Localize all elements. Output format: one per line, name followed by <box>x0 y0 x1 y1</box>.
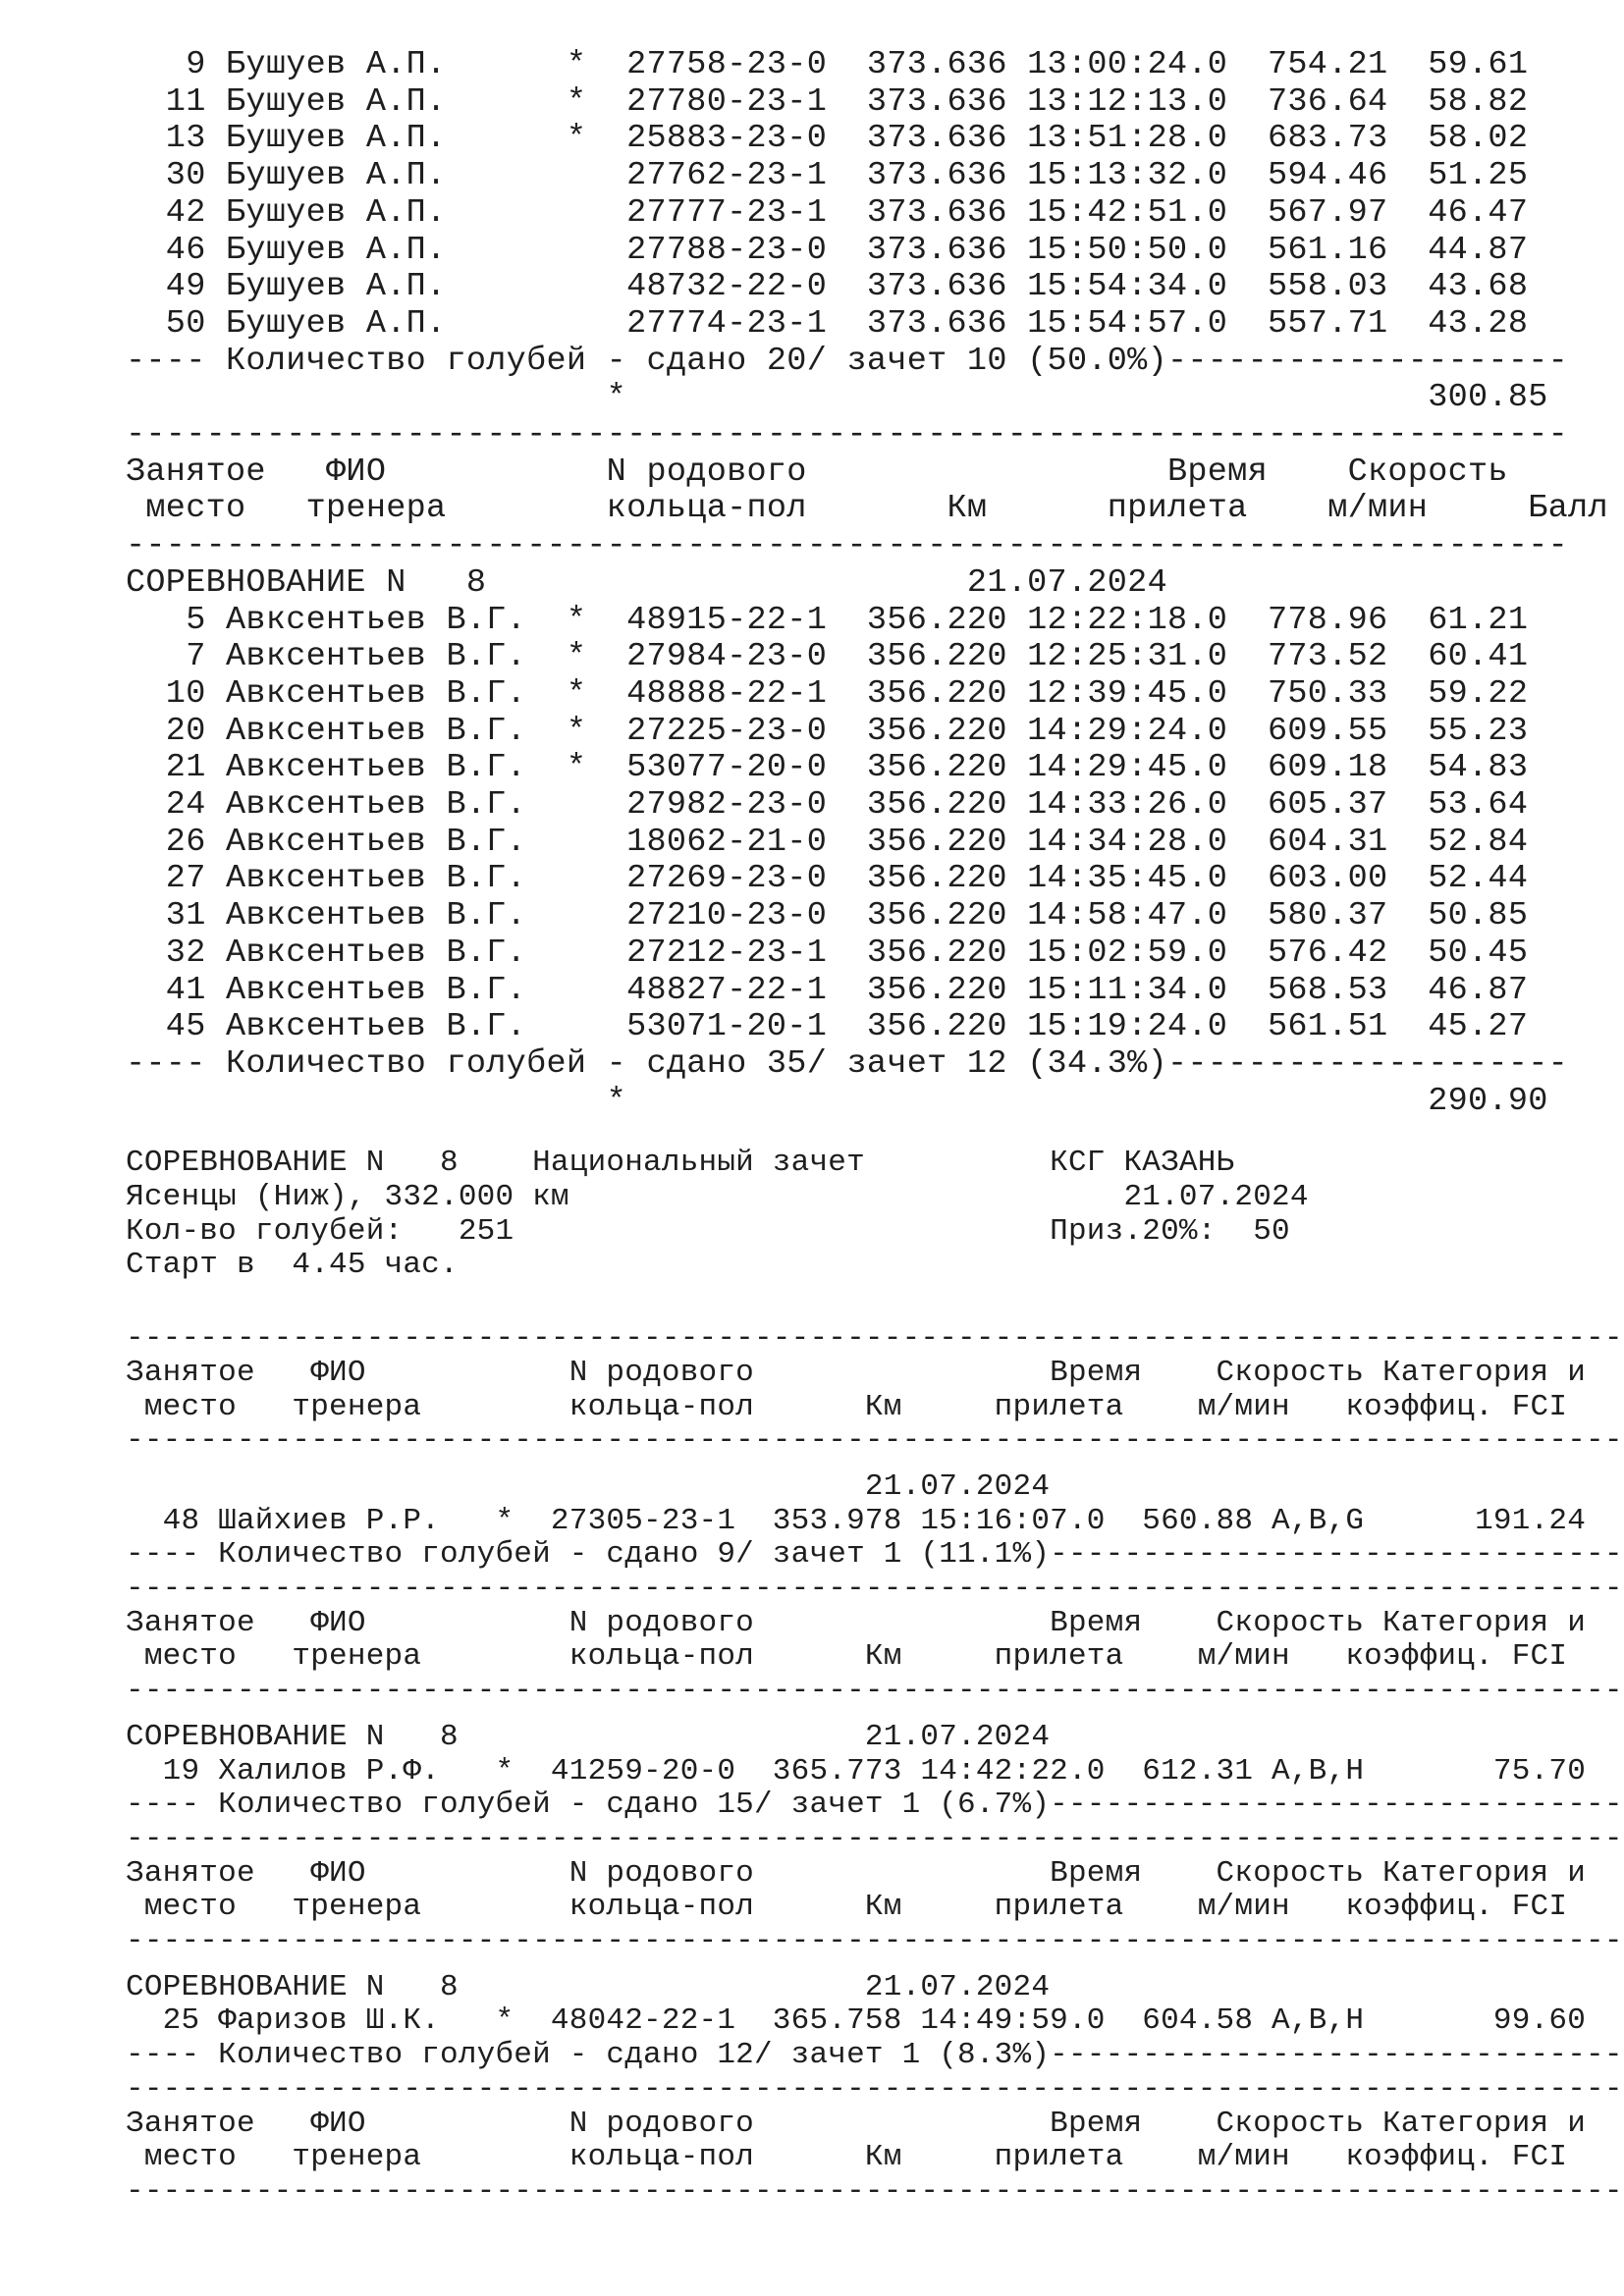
summary-line: ---- Количество голубей - сдано 20/ зачет 10 (50.0%)-------------------- <box>126 342 1569 380</box>
table-row: 27 Авксентьев В.Г. 27269-23-0 356.220 14:35:45.0 603.00 52.44 <box>126 860 1529 898</box>
competition-info: СОРЕВНОВАНИЕ N 8 Национальный зачет КСГ КАЗАНЬ <box>126 1146 1235 1181</box>
divider: ------------------------------------------------------------------------ <box>126 527 1569 565</box>
divider: --------------------------------------------------------------------------------- <box>126 1423 1623 1459</box>
table-row: 10 Авксентьев В.Г. * 48888-22-1 356.220 12:39:45.0 750.33 59.22 <box>126 674 1529 713</box>
section-title: СОРЕВНОВАНИЕ N 8 21.07.2024 <box>126 1719 1051 1754</box>
table-row: 5 Авксентьев В.Г. * 48915-22-1 356.220 12:22:18.0 778.96 61.21 <box>126 601 1529 639</box>
table-row: 41 Авксентьев В.Г. 48827-22-1 356.220 15:11:34.0 568.53 46.87 <box>126 971 1529 1009</box>
divider: --------------------------------------------------------------------------------- <box>126 1924 1623 1958</box>
divider: ------------------------------------------------------------------------ <box>126 416 1569 454</box>
table-row: 30 Бушуев А.П. 27762-23-1 373.636 15:13:32.0 594.46 51.25 <box>126 157 1529 195</box>
table-row: 11 Бушуев А.П. * 27780-23-1 373.636 13:12:13.0 736.64 58.82 <box>126 82 1529 121</box>
divider: --------------------------------------------------------------------------------- <box>126 2071 1623 2107</box>
section-title: 21.07.2024 <box>126 1468 1051 1504</box>
column-header: Занятое ФИО N родового Время Скорость Категория и <box>126 1855 1587 1891</box>
section-title: СОРЕВНОВАНИЕ N 8 21.07.2024 <box>126 563 1167 602</box>
divider: --------------------------------------------------------------------------------- <box>126 2173 1623 2209</box>
section-title: СОРЕВНОВАНИЕ N 8 21.07.2024 <box>126 1969 1051 2004</box>
column-header: Занятое ФИО N родового Время Скорость <box>126 453 1508 491</box>
table-row: 45 Авксентьев В.Г. 53071-20-1 356.220 15:19:24.0 561.51 45.27 <box>126 1008 1529 1046</box>
column-header: Занятое ФИО N родового Время Скорость Категория и <box>126 1605 1587 1640</box>
divider: --------------------------------------------------------------------------------- <box>126 1674 1623 1709</box>
table-row: 7 Авксентьев В.Г. * 27984-23-0 356.220 12:25:31.0 773.52 60.41 <box>126 638 1529 676</box>
summary-line: ---- Количество голубей - сдано 35/ зачет 12 (34.3%)-------------------- <box>126 1044 1569 1083</box>
divider: --------------------------------------------------------------------------------- <box>126 1572 1623 1606</box>
start-info: Старт в 4.45 час. <box>126 1248 459 1283</box>
column-header: Занятое ФИО N родового Время Скорость Категория и <box>126 2106 1587 2141</box>
column-header: место тренера кольца-пол Км прилета м/мин коэффиц. FCI <box>126 1389 1568 1424</box>
column-header: Занятое ФИО N родового Время Скорость Категория и <box>126 1355 1587 1390</box>
table-row: 13 Бушуев А.П. * 25883-23-0 373.636 13:51:28.0 683.73 58.02 <box>126 120 1529 158</box>
column-header: место тренера кольца-пол Км прилета м/мин коэффиц. FCI <box>126 1890 1568 1925</box>
table-row: 24 Авксентьев В.Г. 27982-23-0 356.220 14:33:26.0 605.37 53.64 <box>126 786 1529 824</box>
summary-line: ---- Количество голубей - сдано 9/ зачет 1 (11.1%)------------------------------- <box>126 1537 1623 1573</box>
table-row: 50 Бушуев А.П. 27774-23-1 373.636 15:54:57.0 557.71 43.28 <box>126 304 1529 343</box>
summary-line: ---- Количество голубей - сдано 12/ зачет 1 (8.3%)------------------------------- <box>126 2038 1623 2073</box>
column-header: место тренера кольца-пол Км прилета м/мин коэффиц. FCI <box>126 2140 1568 2175</box>
table-row: 31 Авксентьев В.Г. 27210-23-0 356.220 14:58:47.0 580.37 50.85 <box>126 897 1529 935</box>
summary-line: ---- Количество голубей - сдано 15/ зачет 1 (6.7%)------------------------------- <box>126 1788 1623 1823</box>
divider: --------------------------------------------------------------------------------- <box>126 1821 1623 1856</box>
column-header: место тренера кольца-пол Км прилета м/мин коэффиц. FCI <box>126 1639 1568 1675</box>
table-row: 25 Фаризов Ш.К. * 48042-22-1 365.758 14:49:59.0 604.58 A,B,H 99.60 <box>126 2003 1587 2039</box>
divider: --------------------------------------------------------------------------------- <box>126 1321 1623 1357</box>
total-line: * 290.90 <box>126 1082 1548 1120</box>
table-row: 9 Бушуев А.П. * 27758-23-0 373.636 13:00:24.0 754.21 59.61 <box>126 46 1529 83</box>
table-row: 32 Авксентьев В.Г. 27212-23-1 356.220 15:02:59.0 576.42 50.45 <box>126 934 1529 972</box>
table-row: 19 Халилов Р.Ф. * 41259-20-0 365.773 14:42:22.0 612.31 A,B,H 75.70 <box>126 1753 1587 1789</box>
column-header: место тренера кольца-пол Км прилета м/мин Балл <box>126 490 1608 528</box>
table-row: 49 Бушуев А.П. 48732-22-0 373.636 15:54:34.0 558.03 43.68 <box>126 268 1529 306</box>
table-row: 20 Авксентьев В.Г. * 27225-23-0 356.220 14:29:24.0 609.55 55.23 <box>126 712 1529 750</box>
table-row: 42 Бушуев А.П. 27777-23-1 373.636 15:42:51.0 567.97 46.47 <box>126 193 1529 232</box>
table-row: 46 Бушуев А.П. 27788-23-0 373.636 15:50:50.0 561.16 44.87 <box>126 231 1529 269</box>
table-row: 48 Шайхиев Р.Р. * 27305-23-1 353.978 15:16:07.0 560.88 A,B,G 191.24 <box>126 1503 1587 1538</box>
location-info: Ясенцы (Ниж), 332.000 км 21.07.2024 <box>126 1180 1309 1214</box>
total-line: * 300.85 <box>126 379 1548 417</box>
table-row: 21 Авксентьев В.Г. * 53077-20-0 356.220 14:29:45.0 609.18 54.83 <box>126 749 1529 787</box>
birds-info: Кол-во голубей: 251 Приз.20%: 50 <box>126 1213 1290 1249</box>
table-row: 26 Авксентьев В.Г. 18062-21-0 356.220 14:34:28.0 604.31 52.84 <box>126 823 1529 861</box>
